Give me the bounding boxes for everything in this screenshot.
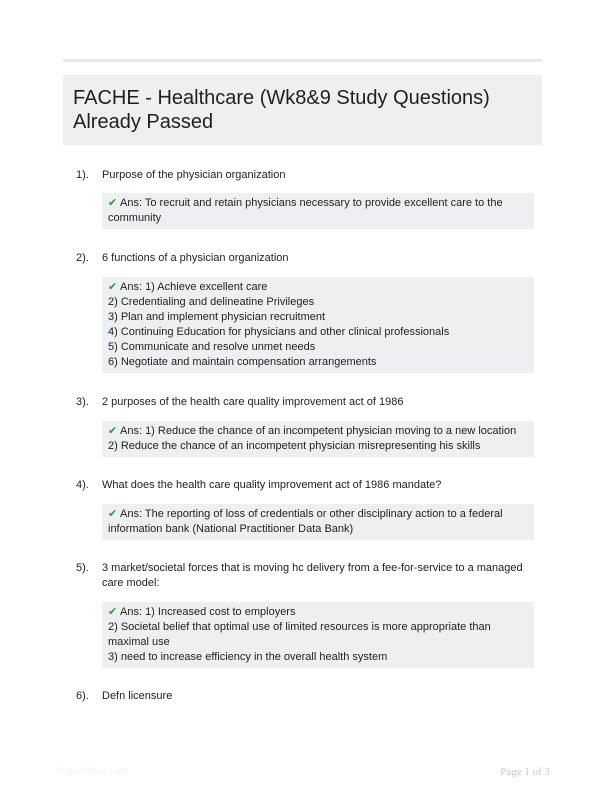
question-text: 6 functions of a physician organization <box>102 252 289 264</box>
checkmark-icon: ✔ <box>108 508 118 520</box>
answer-line: Ans: 1) Reduce the chance of an incompetent physician moving to a new location <box>120 425 517 437</box>
footer-watermark: PaperNibic.com <box>58 766 129 777</box>
question-text: What does the health care quality improvement act of 1986 mandate? <box>102 479 442 491</box>
question-text: Defn licensure <box>102 690 173 702</box>
question-text: 3 market/societal forces that is moving hc delivery from a fee-for-service to a managed care model: <box>102 562 523 589</box>
answer-box <box>102 504 534 540</box>
answer-box <box>102 421 534 457</box>
question-number: 6). <box>76 690 89 702</box>
answer-box <box>102 193 534 229</box>
answer-line: Ans: 1) Achieve excellent care <box>120 281 268 293</box>
checkmark-icon: ✔ <box>108 197 118 209</box>
title-box <box>63 75 542 145</box>
question-number: 4). <box>76 479 89 491</box>
question-number: 2). <box>76 252 89 264</box>
page-number: Page 1 of 3 <box>500 766 550 778</box>
answer-line: 5) Communicate and resolve unmet needs <box>108 341 316 353</box>
checkmark-icon: ✔ <box>108 606 118 618</box>
answer-box <box>102 602 534 668</box>
question-number: 5). <box>76 562 89 574</box>
question-number: 1). <box>76 169 89 181</box>
answer-line: 3) Plan and implement physician recruitment <box>108 311 326 323</box>
checkmark-icon: ✔ <box>108 281 118 293</box>
checkmark-icon: ✔ <box>108 425 118 437</box>
top-divider <box>63 59 542 62</box>
question-text: 2 purposes of the health care quality improvement act of 1986 <box>102 396 404 408</box>
answer-line: Ans: To recruit and retain physicians necessary to provide excellent care to the community <box>108 197 503 224</box>
answer-line: 6) Negotiate and maintain compensation arrangements <box>108 356 377 368</box>
answer-line: Ans: 1) Increased cost to employers <box>120 606 296 618</box>
answer-box <box>102 277 534 373</box>
answer-line: 2) Credentialing and delineatine Privileges <box>108 296 315 308</box>
answer-line: 4) Continuing Education for physicians and other clinical professionals <box>108 326 450 338</box>
answer-line: Ans: The reporting of loss of credentials or other disciplinary action to a federal information bank (National Practitioner Data Bank) <box>108 508 503 535</box>
answer-line: 2) Reduce the chance of an incompetent physician misrepresenting his skills <box>108 440 481 452</box>
question-text: Purpose of the physician organization <box>102 169 286 181</box>
question-number: 3). <box>76 396 89 408</box>
page-title: FACHE - Healthcare (Wk8&9 Study Questions) Already Passed <box>73 87 490 133</box>
answer-line: 2) Societal belief that optimal use of limited resources is more appropriate than maximal use <box>108 621 491 648</box>
answer-line: 3) need to increase efficiency in the overall health system <box>108 651 388 663</box>
